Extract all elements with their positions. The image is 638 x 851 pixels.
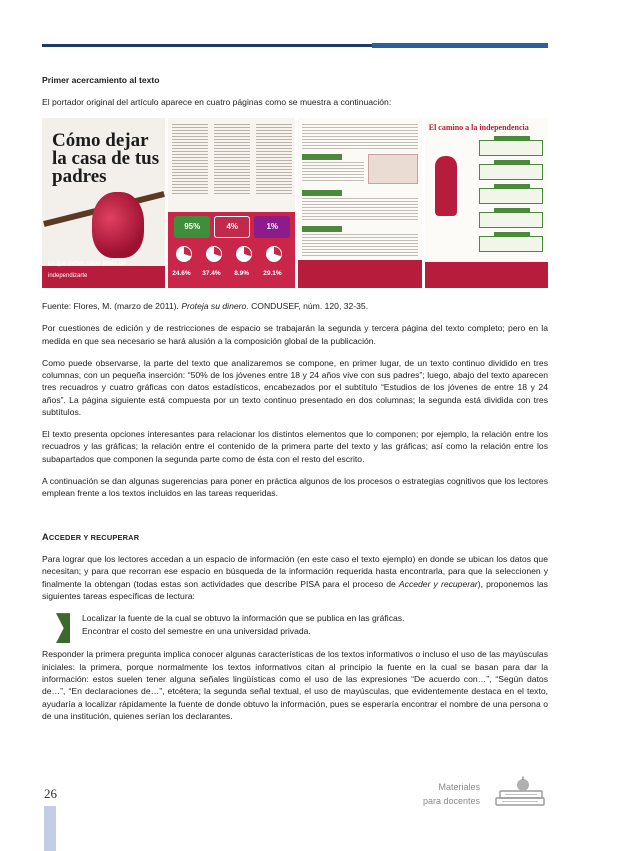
footer-materials-line2: para docentes: [422, 796, 480, 806]
text-column: [256, 124, 292, 194]
spread-page-1: [42, 118, 165, 288]
spread-page-3-band: [298, 260, 421, 288]
person-figure-icon: [435, 156, 457, 216]
paragraph: Como puede observarse, la parte del texto que analizaremos se compone, en primer lugar, de un texto continuo dividido en tres columnas, con un pequeña inserción: “50% de los jóvenes entre 18 y 24 años vive con sus padres”; luego, abajo del texto aparecen tres recuadros y cuatro gráficas con datos estadísticos, encabezados por el subtítulo “Estudios de los jóvenes de entre 18 y 24 años”. La página siguiente está compuesta por un texto continuo presentado en dos columnas; la segunda está dividida con tres subtítulos.: [42, 357, 548, 418]
footer-materials: [423, 780, 480, 808]
spread-page-2: [168, 118, 295, 288]
stat-box: 1%: [254, 216, 290, 238]
spread-page-1-title: Cómo dejar la casa de tus padres: [52, 130, 160, 188]
stat-box: 4%: [214, 216, 250, 238]
subtitle-bar: [302, 154, 342, 160]
inset-graph: [368, 154, 418, 184]
stat-box: 95%: [174, 216, 210, 238]
chevron-marker-icon: [56, 613, 70, 643]
main-content: [42, 74, 548, 732]
pie-label: 37.4%: [202, 270, 221, 278]
flow-step: [479, 164, 543, 180]
subheading-smallcaps: RECUPERAR: [90, 532, 140, 542]
pie-label: 8.9%: [234, 270, 250, 278]
source-text: Fuente: Flores, M. (marzo de 2011).: [42, 301, 182, 312]
section-heading: Primer acercamiento al texto: [42, 75, 160, 85]
text-block: [302, 124, 418, 150]
subheading-smallcaps: CCEDER Y: [48, 532, 91, 542]
paragraph-text: Para lograr que los lectores accedan a un espacio de información (en este caso el texto ejemplo) en donde se ubican los datos que necesitan; y para que recorran ese espacio en búsqueda de la información requerida hasta encontrarla, para que la seleccionen y finalmente la obtengan (todas estas son actividades que describe PISA para el proceso de: [42, 554, 548, 589]
paragraph-text: ), proponemos las siguientes tareas específicas de lectura:: [42, 578, 548, 602]
footer-materials-line1: Materiales: [438, 782, 480, 792]
flow-step: [479, 236, 543, 252]
subtitle-bar: [302, 226, 342, 232]
paragraph: A continuación se dan algunas sugerencias para poner en práctica algunos de los procesos o estrategias cognitivos que los lectores emplean frente a los textos incluidos en las tareas requeridas.: [42, 475, 548, 499]
source-details: . CONDUSEF, núm. 120, 32-35.: [246, 301, 369, 312]
text-column: [172, 124, 208, 194]
pie-label: 24.6%: [172, 270, 191, 278]
side-tab: [44, 806, 56, 851]
spread-page-4: [425, 118, 548, 288]
spread-page-4-band: [425, 262, 548, 288]
paragraph: Responder la primera pregunta implica conocer algunas características de los textos informativos o incluso el uso de las mayúsculas iniciales: la primera, porque normalmente los textos informativos citan al principio la fuente en la cual se basan para dar la información: estos suelen tener alguna señales lingüísticas como el uso de las expresiones “De acuerdo con…”, “Según datos de…”, “En declaraciones de…”, etcétera; la segunda señal textual, el uso de mayúsculas, que evidentemente destaca en el texto, ayudaría a localizar rápidamente la fuente de donde obtuvo la información, pues se esperaría encontrar el nombre de una persona o de una institución, quienes serían los declarantes.: [42, 649, 548, 722]
top-rule: [42, 44, 548, 47]
pie-label: 29.1%: [263, 270, 282, 278]
text-column: [214, 124, 250, 194]
flow-step: [479, 188, 543, 204]
books-apple-icon: [492, 776, 548, 810]
spread-page-1-caption: Lo que debes saber antes de independizarte: [48, 260, 126, 279]
subtitle-bar: [302, 190, 342, 196]
spread-page-4-title: El camino a la independencia: [428, 123, 529, 133]
task-list: [42, 612, 548, 638]
paragraph-access: [42, 553, 548, 603]
flow-step: [479, 212, 543, 228]
source-citation: [42, 300, 548, 312]
paragraph: El texto presenta opciones interesantes para relacionar los distintos elementos que lo componen; por ejemplo, la relación entre los recuadros y las gráficas; la relación entre el contenido de la primera parte del texto y las gráficas; así como la relación entre los subapartados que componen la segunda parte como de ésta con el resto del escrito.: [42, 429, 548, 464]
subheading-initial: A: [42, 531, 49, 542]
text-block: [302, 234, 418, 256]
page-number: 26: [44, 786, 57, 801]
magazine-spread-image: [42, 118, 548, 288]
text-block: [302, 162, 364, 182]
text-block: [302, 198, 418, 220]
paragraph: Por cuestiones de edición y de restricciones de espacio se trabajarán la segunda y tercera página del texto completo; pero en la medida en que sea necesario se hará alusión a la composición global de la publicación.: [42, 323, 548, 346]
intro-paragraph: El portador original del artículo aparece en cuatro páginas como se muestra a continuación:: [42, 97, 392, 108]
task-item: Encontrar el costo del semestre en una universidad privada.: [82, 626, 311, 637]
paragraph-italic: Acceder y recuperar: [398, 578, 478, 589]
task-item: Localizar la fuente de la cual se obtuvo la información que se publica en las gráficas.: [82, 613, 405, 624]
spread-page-3: [298, 118, 421, 288]
flow-step: [479, 140, 543, 156]
source-publication: Proteja su dinero: [181, 301, 247, 312]
top-rule-accent: [372, 43, 548, 48]
subheading-acceder-recuperar: [42, 531, 548, 544]
bundle-illustration: [92, 192, 144, 258]
